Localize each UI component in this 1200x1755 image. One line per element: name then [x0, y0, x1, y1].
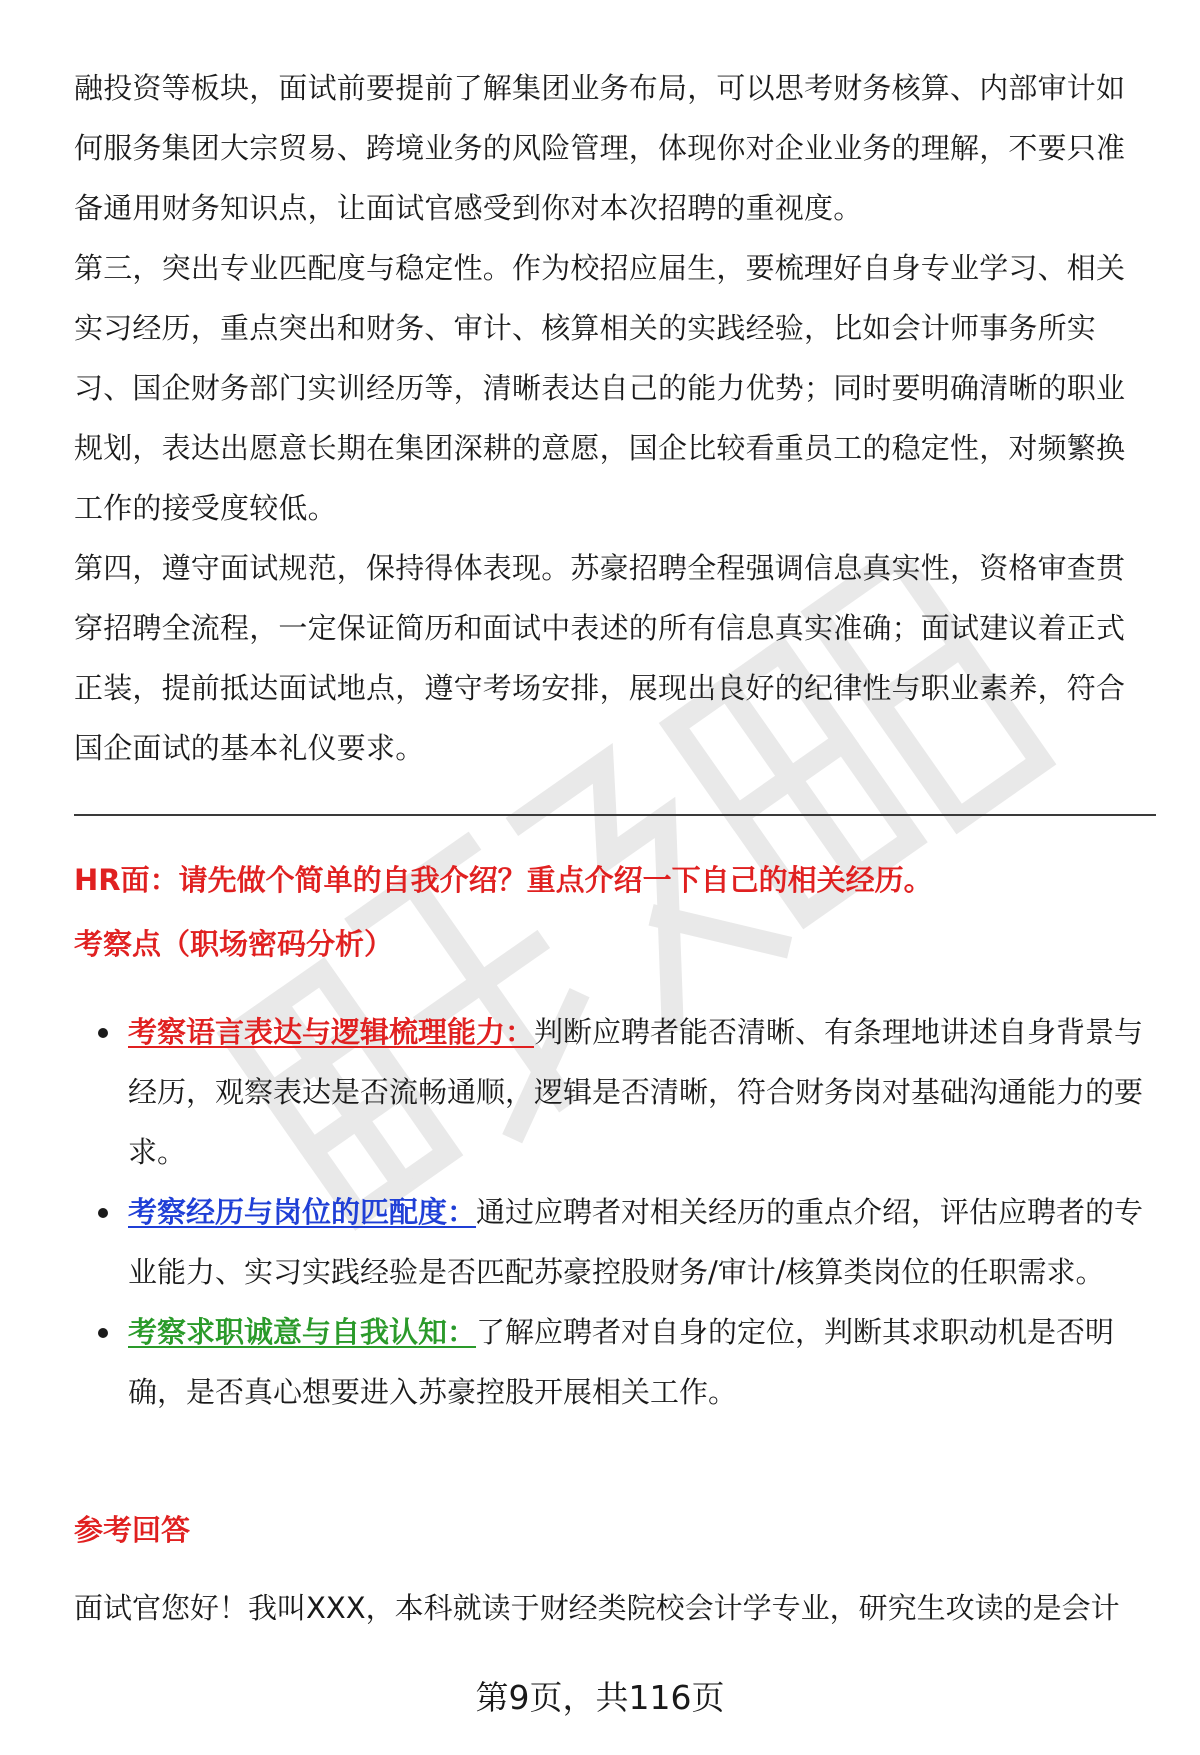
paragraph-point-four: 第四，遵守面试规范，保持得体表现。苏豪招聘全程强调信息真实性，资格审查贯穿招聘全流程，一定保证简历和面试中表述的所有信息真实准确；面试建议着正式正装，提前抵达面试地点，遵守考场安排，展现出良好的纪律性与职业素养，符合国企面试的基本礼仪要求。 [74, 551, 1126, 765]
hr-question-heading: HR面：请先做个简单的自我介绍？重点介绍一下自己的相关经历。 [74, 863, 933, 897]
body-text-section [74, 58, 1144, 778]
section-divider [74, 814, 1156, 816]
bullet-dot-icon [98, 1028, 108, 1038]
bullet-text-language: 判断应聘者能否清晰、有条理地讲述自身背景与经历，观察表达是否流畅通顺，逻辑是否清晰，符合财务岗对基础沟通能力的要求。 [128, 1015, 1144, 1169]
paragraph-business-layout: 融投资等板块，面试前要提前了解集团业务布局，可以思考财务核算、内部审计如何服务集团大宗贸易、跨境业务的风险管理，体现你对企业业务的理解，不要只准备通用财务知识点，让面试官感受到你对本次招聘的重视度。 [74, 71, 1126, 225]
bullet-item-match [74, 1182, 1156, 1302]
bullet-item-language [74, 1002, 1156, 1182]
paragraph-point-three: 第三，突出专业匹配度与稳定性。作为校招应届生，要梳理好自身专业学习、相关实习经历，重点突出和财务、审计、核算相关的实践经验，比如会计师事务所实习、国企财务部门实训经历等，清晰表达自己的能力优势；同时要明确清晰的职业规划，表达出愿意长期在集团深耕的意愿，国企比较看重员工的稳定性，对频繁换工作的接受度较低。 [74, 251, 1126, 525]
analysis-title: 考察点（职场密码分析） [74, 927, 394, 961]
bullet-dot-icon [98, 1208, 108, 1218]
analysis-bullet-list [74, 1002, 1156, 1422]
bullet-keyword-motivation: 考察求职诚意与自我认知： [128, 1315, 477, 1349]
bullet-text-motivation: 了解应聘者对自身的定位，判断其求职动机是否明确，是否真心想要进入苏豪控股开展相关工作。 [128, 1315, 1115, 1409]
bullet-text-match: 通过应聘者对相关经历的重点介绍，评估应聘者的专业能力、实习实践经验是否匹配苏豪控股财务/审计/核算类岗位的任职需求。 [128, 1195, 1144, 1289]
reference-answer-text: 面试官您好！我叫XXX，本科就读于财经类院校会计学专业，研究生攻读的是会计 [74, 1591, 1120, 1625]
bullet-keyword-language: 考察语言表达与逻辑梳理能力： [128, 1015, 535, 1049]
bullet-item-motivation [74, 1302, 1156, 1422]
bullet-dot-icon [98, 1328, 108, 1338]
reference-answer-title: 参考回答 [74, 1513, 191, 1547]
page-number-footer: 第9页，共116页 [475, 1678, 725, 1717]
bullet-keyword-match: 考察经历与岗位的匹配度： [128, 1195, 477, 1229]
